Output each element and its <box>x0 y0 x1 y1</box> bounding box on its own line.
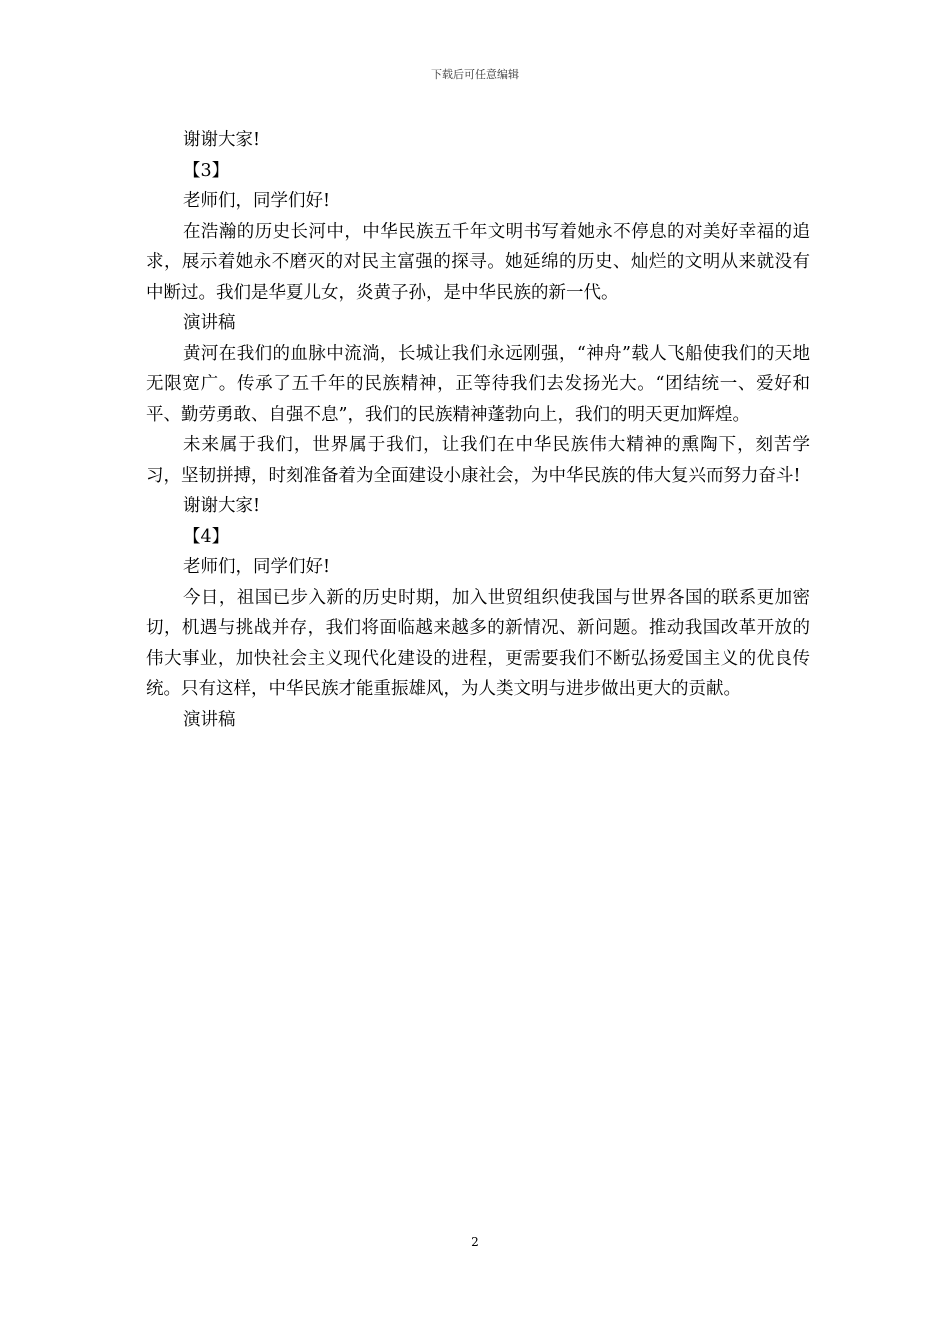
section-number-3: 【3】 <box>183 160 230 181</box>
body-paragraph: 在浩瀚的历史长河中，中华民族五千年文明书写着她永不停息的对美好幸福的追求，展示着她永不磨灭的对民主富强的探寻。她延绵的历史、灿烂的文明从来就没有中断过。我们是华夏儿女，炎黄子孙，是中华民族的新一代。 <box>146 221 810 303</box>
body-paragraph: 今日，祖国已步入新的历史时期，加入世贸组织使我国与世界各国的联系更加密切，机遇与挑战并存，我们将面临越来越多的新情况、新问题。推动我国改革开放的伟大事业，加快社会主义现代化建设的进程，更需要我们不断弘扬爱国主义的优良传统。只有这样，中华民族才能重振雄风，为人类文明与进步做出更大的贡献。 <box>146 587 810 699</box>
document-body <box>146 125 810 735</box>
closing-thanks-paragraph: 谢谢大家! <box>183 130 261 150</box>
body-paragraph: 黄河在我们的血脉中流淌，长城让我们永远刚强，“神舟”载人飞船使我们的天地无限宽广。传承了五千年的民族精神，正等待我们去发扬光大。“团结统一、爱好和平、勤劳勇敢、自强不息”，我们的民族精神蓬勃向上，我们的明天更加辉煌。 <box>146 343 810 425</box>
section-number-4: 【4】 <box>183 526 230 547</box>
body-paragraph: 未来属于我们，世界属于我们，让我们在中华民族伟大精神的熏陶下，刻苦学习，坚韧拼搏，时刻准备着为全面建设小康社会，为中华民族的伟大复兴而努力奋斗! <box>146 435 810 486</box>
page-header: 下载后可任意编辑 <box>431 68 519 81</box>
closing-thanks-paragraph: 谢谢大家! <box>183 496 261 516</box>
page-number: 2 <box>471 1235 479 1249</box>
greeting-paragraph: 老师们，同学们好! <box>183 557 331 577</box>
greeting-paragraph: 老师们，同学们好! <box>183 191 331 211</box>
speech-label-paragraph: 演讲稿 <box>183 709 236 730</box>
speech-label-paragraph: 演讲稿 <box>183 313 236 333</box>
